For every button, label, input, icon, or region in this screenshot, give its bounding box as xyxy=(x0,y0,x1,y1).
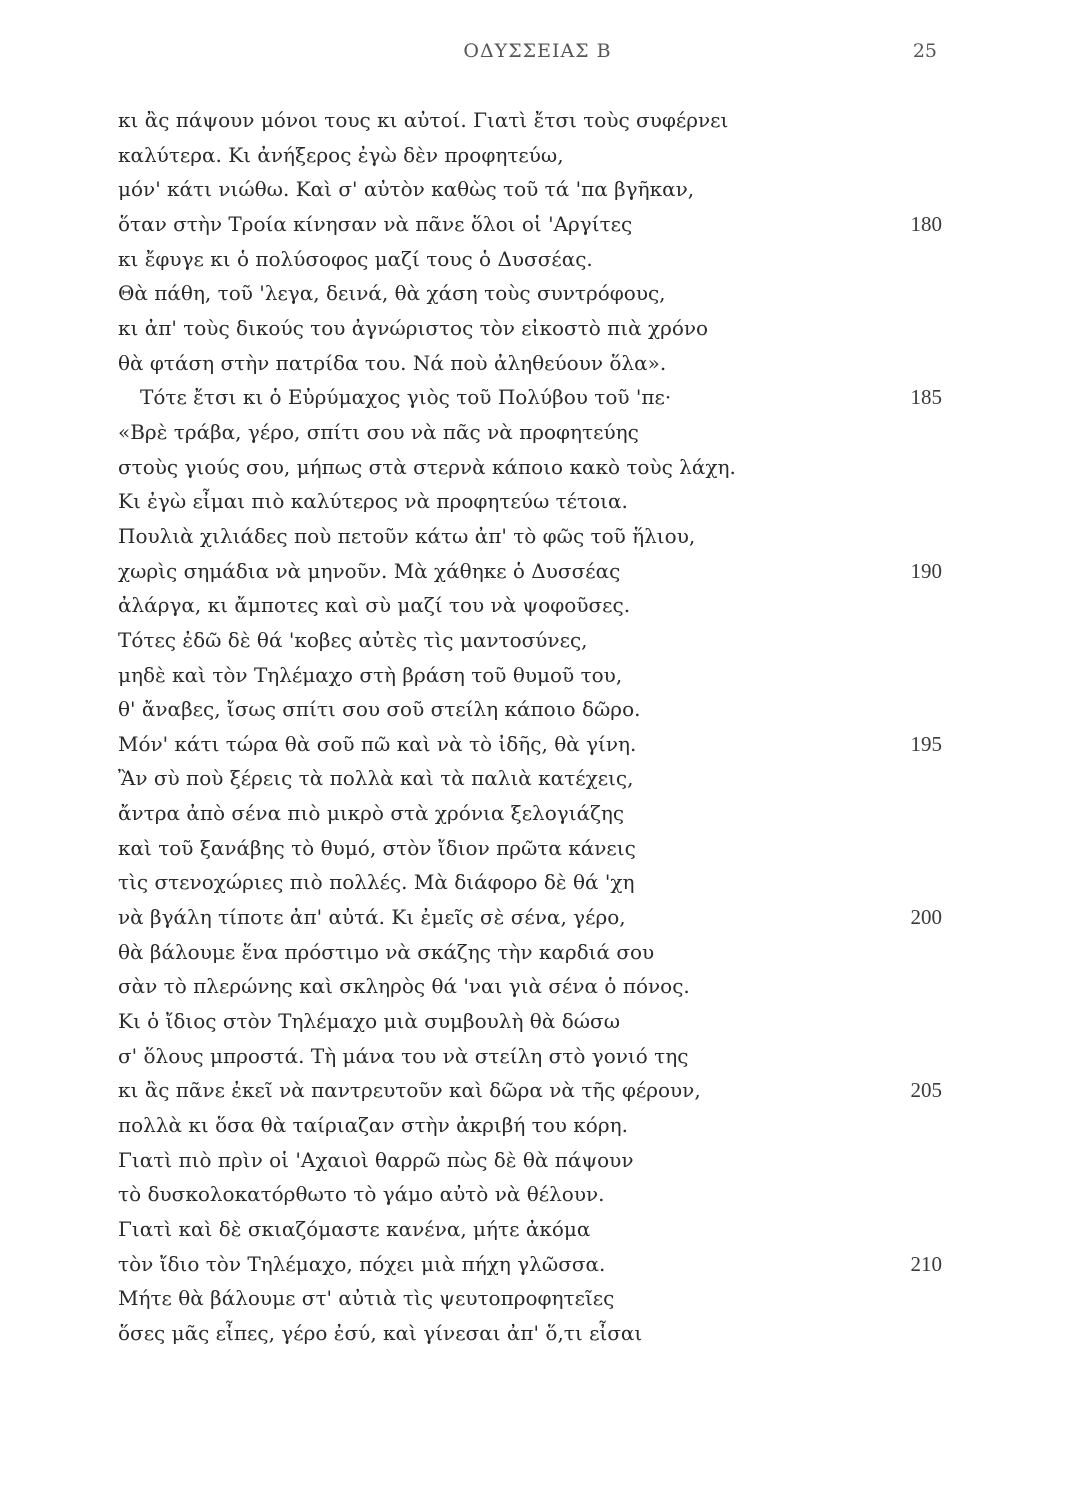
verse-line xyxy=(0,1039,1075,1074)
verse-text: Μόν' κάτι τώρα θὰ σοῦ πῶ καὶ νὰ τὸ ἰδῆς, θὰ γίνη. xyxy=(118,731,637,756)
verse-text: Μήτε θὰ βάλουμε στ' αὐτιὰ τὶς ψευτοπροφητεῖες xyxy=(118,1286,615,1311)
verse-text: χωρὶς σημάδια νὰ μηνοῦν. Μὰ χάθηκε ὁ Δυσσέας xyxy=(118,558,621,583)
verse-text: κι ἂς πᾶνε ἐκεῖ νὰ παντρευτοῦν καὶ δῶρα νὰ τῆς φέρουν, xyxy=(118,1078,701,1103)
verse-line xyxy=(0,1212,1075,1247)
verse-line xyxy=(0,796,1075,831)
verse-line xyxy=(0,588,1075,623)
verse-line xyxy=(0,831,1075,866)
verse-line xyxy=(0,727,1075,762)
verse-text: τὶς στενοχώριες πιὸ πολλές. Μὰ διάφορο δὲ θά 'χη xyxy=(118,870,635,895)
verse-text: σὰν τὸ πλερώνης καὶ σκληρὸς θά 'ναι γιὰ σένα ὁ πόνος. xyxy=(118,974,690,999)
verse-line xyxy=(0,658,1075,693)
verse-text: Πουλιὰ χιλιάδες ποὺ πετοῦν κάτω ἀπ' τὸ φῶς τοῦ ἥλιου, xyxy=(118,523,696,548)
verse-line xyxy=(0,207,1075,242)
verse-text: θ' ἄναβες, ἴσως σπίτι σου σοῦ στείλη κάποιο δῶρο. xyxy=(118,697,641,722)
verse-text: τὸ δυσκολοκατόρθωτο τὸ γάμο αὐτὸ νὰ θέλουν. xyxy=(118,1182,605,1207)
verse-line xyxy=(0,346,1075,381)
running-title: ΟΔΥΣΣΕΙΑΣ Β xyxy=(463,40,612,62)
verse-line xyxy=(0,1073,1075,1108)
verse-line xyxy=(0,969,1075,1004)
verse-text: τὸν ἴδιο τὸν Τηλέμαχο, πόχει μιὰ πήχη γλῶσσα. xyxy=(118,1251,606,1276)
verse-text: κι ἀπ' τοὺς δικούς του ἀγνώριστος τὸν εἰκοστὸ πιὰ χρόνο xyxy=(118,315,709,340)
verse-text: μόν' κάτι νιώθω. Καὶ σ' αὐτὸν καθὼς τοῦ τά 'πα βγῆκαν, xyxy=(118,177,695,202)
running-head xyxy=(0,40,1075,70)
verse-line xyxy=(0,450,1075,485)
verse-line xyxy=(0,1004,1075,1039)
verse-text: Γιατὶ καὶ δὲ σκιαζόμαστε κανένα, μήτε ἀκόμα xyxy=(118,1217,591,1241)
verse-line xyxy=(0,1143,1075,1178)
verse-text: ὅσες μᾶς εἶπες, γέρο ἐσύ, καὶ γίνεσαι ἀπ' ὅ,τι εἶσαι xyxy=(118,1320,643,1345)
verse-line xyxy=(0,900,1075,935)
verse-text: θὰ βάλουμε ἕνα πρόστιμο νὰ σκάζης τὴν καρδιά σου xyxy=(118,939,655,964)
verse-text: πολλὰ κι ὅσα θὰ ταίριαζαν στὴν ἀκριβή του κόρη. xyxy=(118,1113,628,1138)
verse-line xyxy=(0,380,1075,415)
verse-text: καὶ τοῦ ξανάβης τὸ θυμό, στὸν ἴδιον πρῶτα κάνεις xyxy=(118,835,636,860)
verse-text: Τότε ἔτσι κι ὁ Εὐρύμαχος γιὸς τοῦ Πολύβου τοῦ 'πε· xyxy=(140,385,672,410)
verse-text: στοὺς γιούς σου, μήπως στὰ στερνὰ κάποιο κακὸ τοὺς λάχη. xyxy=(118,454,736,479)
verse-line xyxy=(0,1108,1075,1143)
verse-text: Κι ὁ ἴδιος στὸν Τηλέμαχο μιὰ συμβουλὴ θὰ δώσω xyxy=(118,1009,621,1034)
line-number: 200 xyxy=(910,905,942,930)
verse-line xyxy=(0,172,1075,207)
verse-text: ἄντρα ἀπὸ σένα πιὸ μικρὸ στὰ χρόνια ξελογιάζης xyxy=(118,801,625,826)
verse-line xyxy=(0,1247,1075,1282)
verse-line xyxy=(0,519,1075,554)
page-number: 25 xyxy=(912,40,937,62)
verse-text: Θὰ πάθη, τοῦ 'λεγα, δεινά, θὰ χάση τοὺς συντρόφους, xyxy=(118,281,666,306)
verse-block xyxy=(0,103,1075,1351)
verse-text: ἀλάργα, κι ἄμποτες καὶ σὺ μαζί του νὰ ψοφοῦσες. xyxy=(118,593,631,618)
verse-text: κι ἂς πάψουν μόνοι τους κι αὐτοί. Γιατὶ ἔτσι τοὺς συφέρνει xyxy=(118,108,729,132)
verse-line xyxy=(0,484,1075,519)
verse-text: μηδὲ καὶ τὸν Τηλέμαχο στὴ βράση τοῦ θυμοῦ του, xyxy=(118,662,623,687)
verse-line xyxy=(0,276,1075,311)
line-number: 195 xyxy=(910,731,942,756)
verse-text: νὰ βγάλη τίποτε ἀπ' αὐτά. Κι ἐμεῖς σὲ σένα, γέρο, xyxy=(118,905,626,930)
verse-line xyxy=(0,415,1075,450)
line-number: 185 xyxy=(910,385,942,410)
verse-text: κι ἔφυγε κι ὁ πολύσοφος μαζί τους ὁ Δυσσέας. xyxy=(118,246,593,271)
line-number: 205 xyxy=(910,1078,942,1103)
verse-line xyxy=(0,138,1075,173)
line-number: 210 xyxy=(910,1251,942,1276)
verse-text: θὰ φτάση στὴν πατρίδα του. Νά ποὺ ἀληθεύουν ὅλα». xyxy=(118,350,667,375)
line-number: 190 xyxy=(910,558,942,583)
verse-text: «Βρὲ τράβα, γέρο, σπίτι σου νὰ πᾶς νὰ προφητεύης xyxy=(118,419,639,444)
verse-text: Τότες ἐδῶ δὲ θά 'κοβες αὐτὲς τὶς μαντοσύνες, xyxy=(118,627,588,652)
verse-text: Ἂν σὺ ποὺ ξέρεις τὰ πολλὰ καὶ τὰ παλιὰ κατέχεις, xyxy=(118,766,634,791)
verse-line xyxy=(0,623,1075,658)
verse-text: σ' ὅλους μπροστά. Τὴ μάνα του νὰ στείλη στὸ γονιό της xyxy=(118,1043,689,1068)
verse-line xyxy=(0,761,1075,796)
verse-text: Κι ἐγὼ εἶμαι πιὸ καλύτερος νὰ προφητεύω τέτοια. xyxy=(118,489,628,514)
verse-line xyxy=(0,242,1075,277)
verse-line xyxy=(0,311,1075,346)
verse-line xyxy=(0,935,1075,970)
verse-line xyxy=(0,1281,1075,1316)
verse-line xyxy=(0,1177,1075,1212)
verse-line xyxy=(0,1316,1075,1351)
verse-text: ὅταν στὴν Τροία κίνησαν νὰ πᾶνε ὅλοι οἱ 'Αργίτες xyxy=(118,211,633,236)
line-number: 180 xyxy=(910,211,942,236)
verse-text: Γιατὶ πιὸ πρὶν οἱ 'Αχαιοὶ θαρρῶ πὼς δὲ θὰ πάψουν xyxy=(118,1147,634,1172)
verse-line xyxy=(0,103,1075,138)
verse-line xyxy=(0,865,1075,900)
verse-line xyxy=(0,692,1075,727)
verse-text: καλύτερα. Κι ἀνήξερος ἐγὼ δὲν προφητεύω, xyxy=(118,142,564,167)
verse-line xyxy=(0,554,1075,589)
